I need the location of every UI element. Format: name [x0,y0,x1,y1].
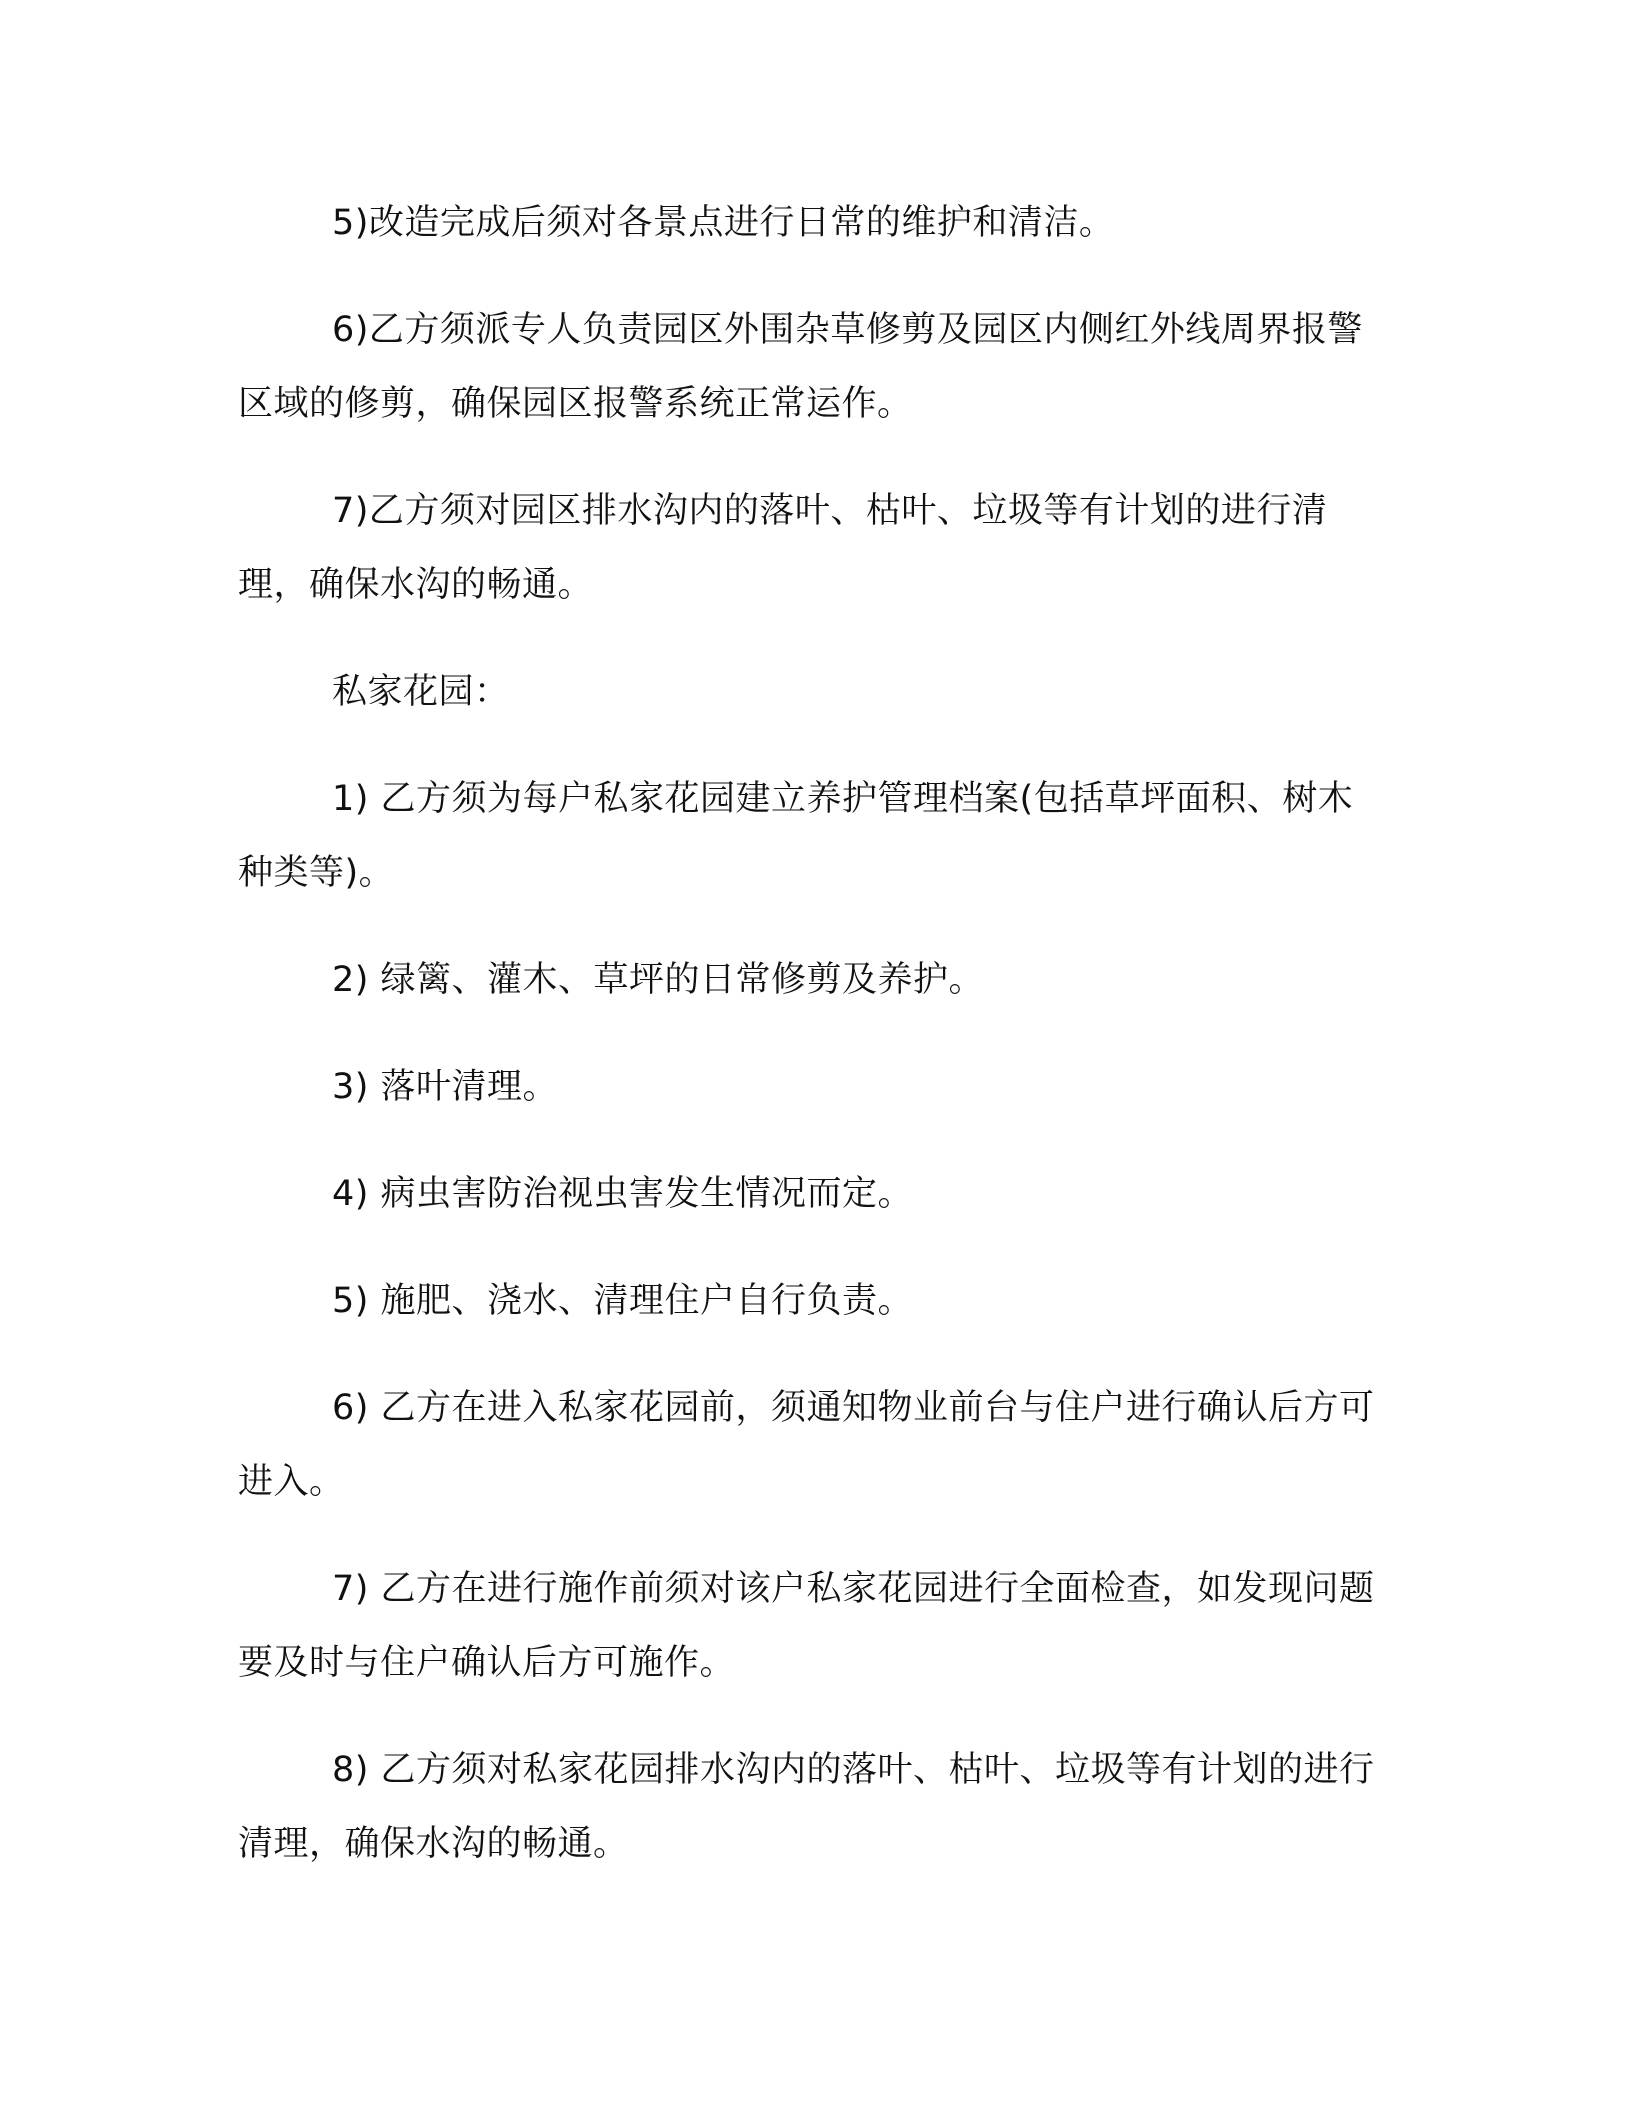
paragraph-garden-item-3: 3) 落叶清理。 [332,1067,559,1107]
paragraph-item-6-weed-trimming: 6)乙方须派专人负责园区外围杂草修剪及园区内侧红外线周界报警区域的修剪，确保园区报警系统正常运作。 [238,310,1363,424]
paragraph-garden-item-1: 1) 乙方须为每户私家花园建立养护管理档案(包括草坪面积、树木种类等)。 [238,779,1354,893]
paragraph-garden-item-8: 8) 乙方须对私家花园排水沟内的落叶、枯叶、垃圾等有计划的进行清理，确保水沟的畅通。 [238,1750,1375,1864]
paragraph-garden-item-5: 5) 施肥、浇水、清理住户自行负责。 [332,1281,914,1321]
paragraph-garden-item-7: 7) 乙方在进行施作前须对该户私家花园进行全面检查，如发现问题要及时与住户确认后方可施作。 [238,1569,1375,1683]
paragraph-item-5-maintenance: 5)改造完成后须对各景点进行日常的维护和清洁。 [332,203,1115,243]
section-heading-private-garden: 私家花园： [332,672,510,712]
paragraph-garden-item-6: 6) 乙方在进入私家花园前，须通知物业前台与住户进行确认后方可进入。 [238,1388,1375,1502]
paragraph-garden-item-2: 2) 绿篱、灌木、草坪的日常修剪及养护。 [332,960,985,1000]
paragraph-garden-item-4: 4) 病虫害防治视虫害发生情况而定。 [332,1174,914,1214]
document-body [238,186,1378,1914]
paragraph-item-7-drain-cleaning: 7)乙方须对园区排水沟内的落叶、枯叶、垃圾等有计划的进行清理，确保水沟的畅通。 [238,491,1328,605]
